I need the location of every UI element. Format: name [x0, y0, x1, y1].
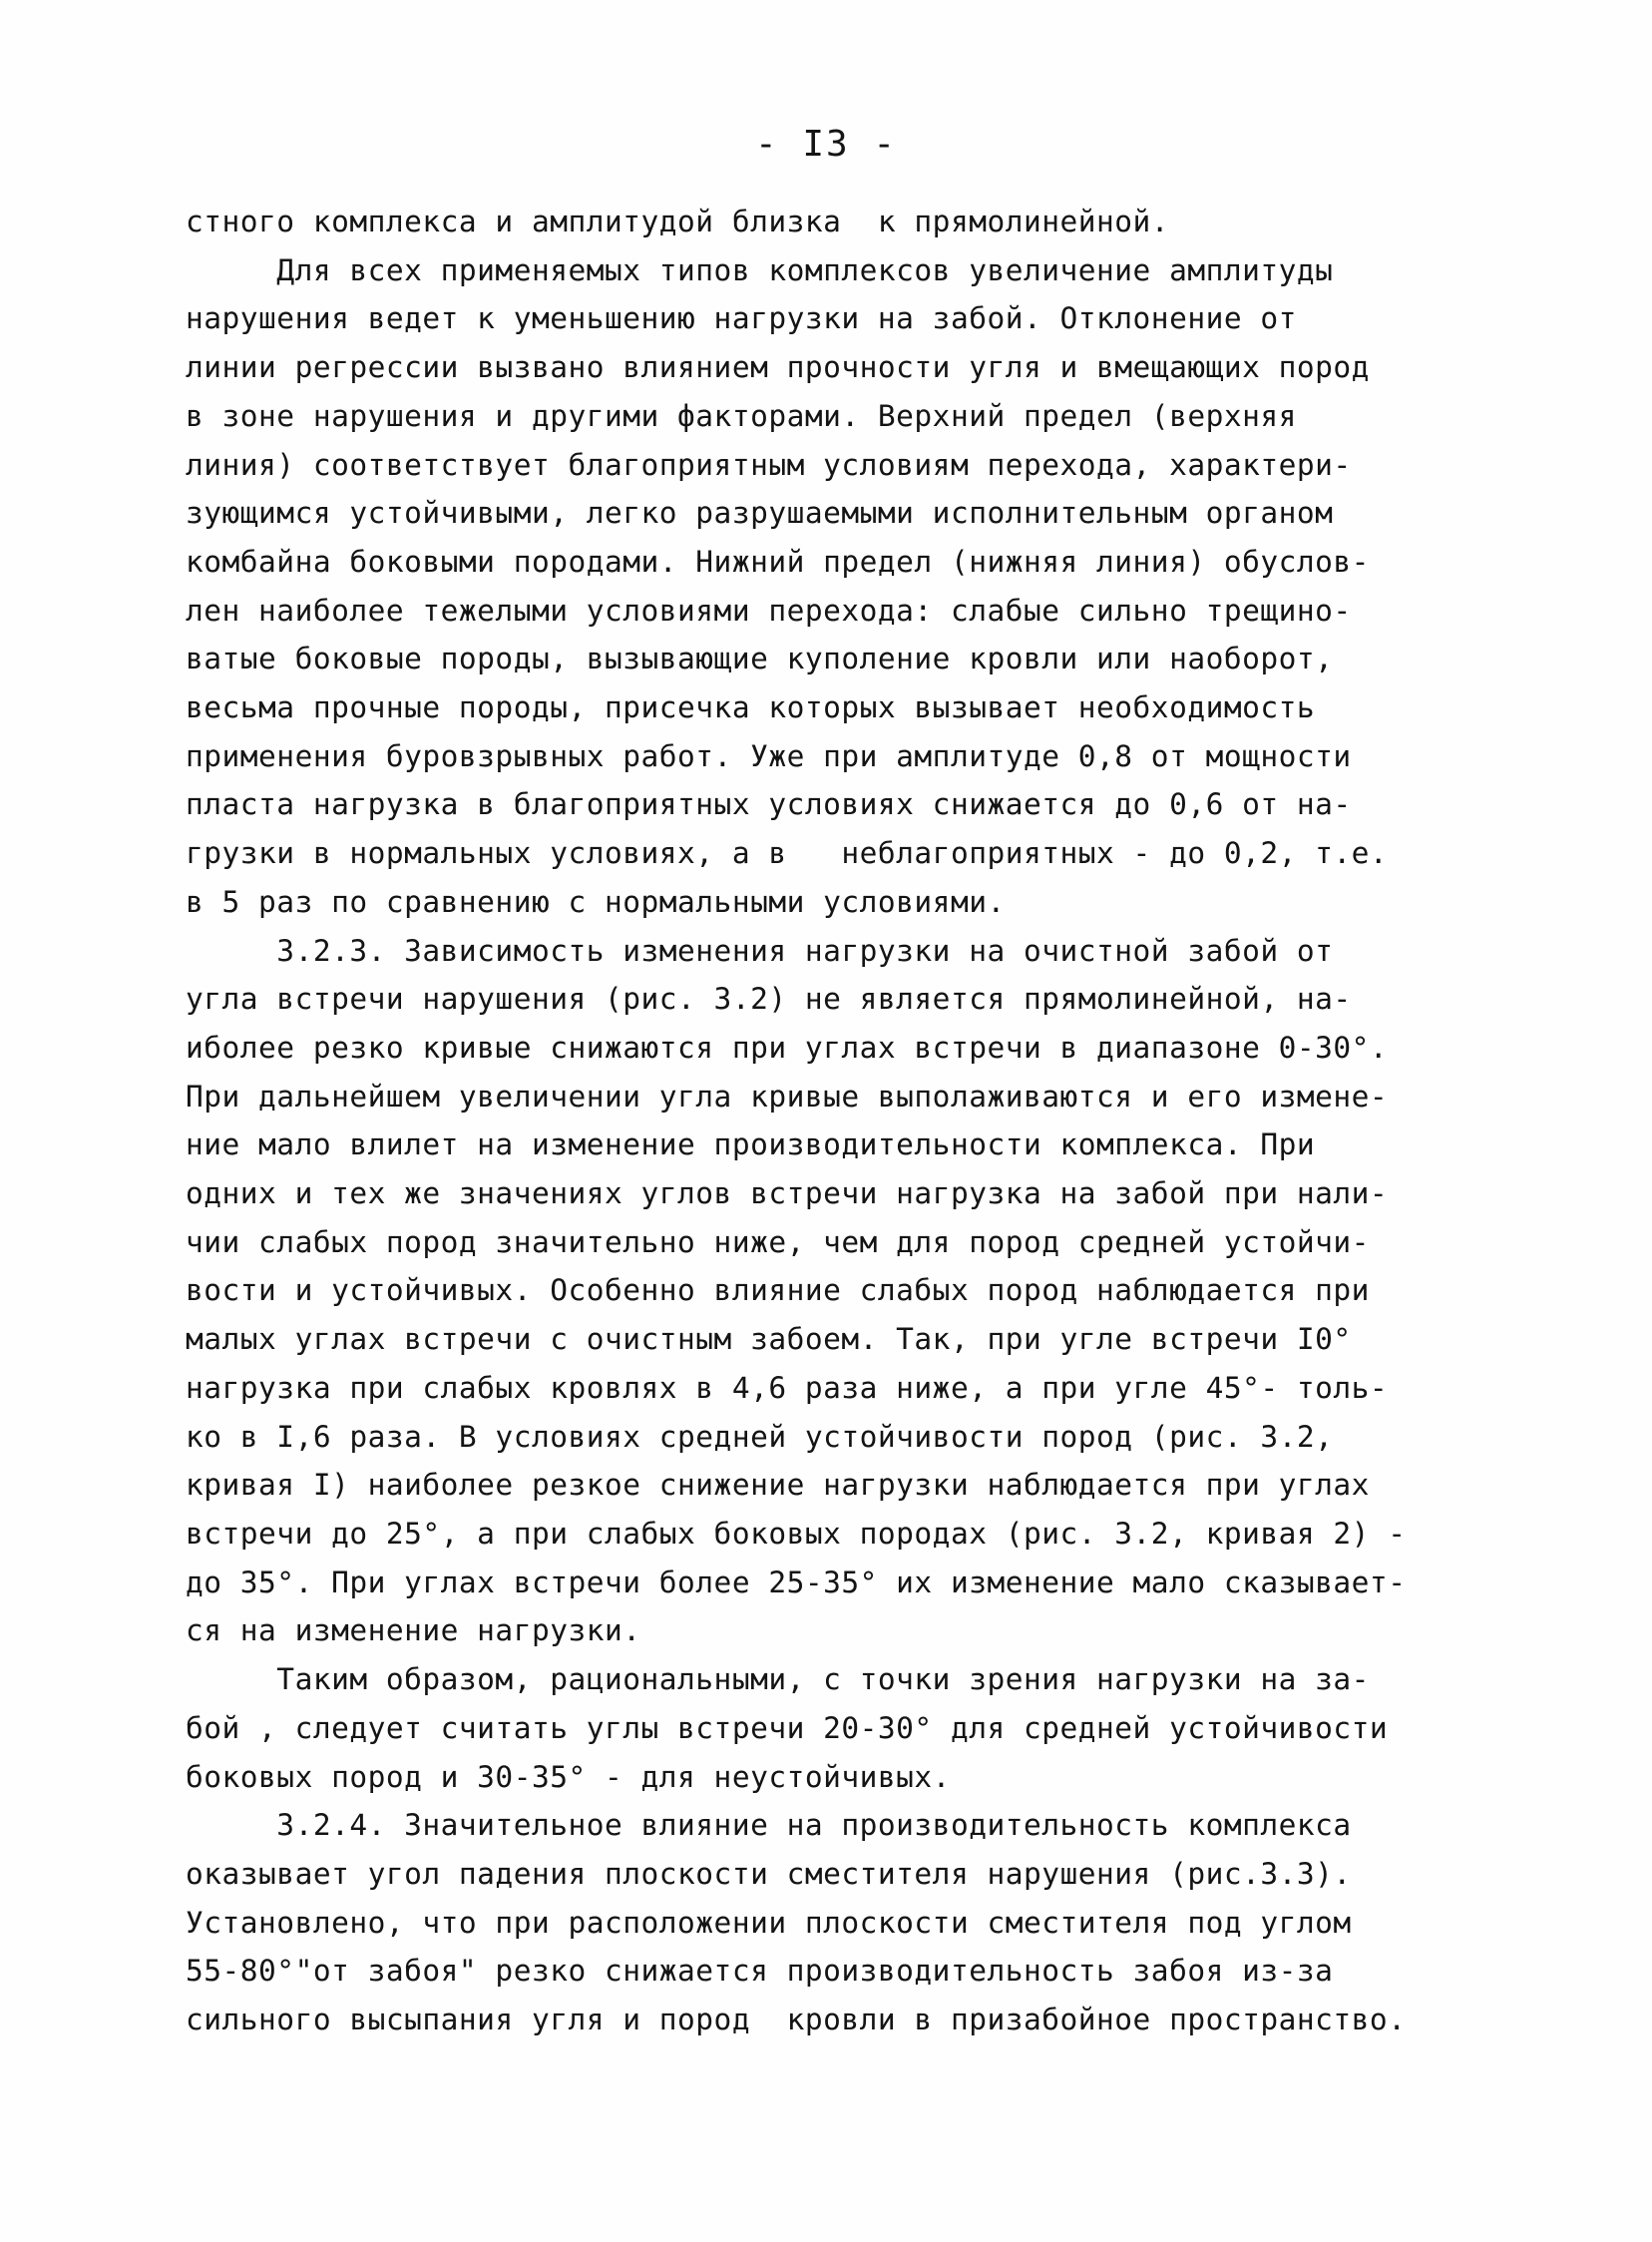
text-line: ние мало влилет на изменение производительности комплекса. При — [186, 1127, 1316, 1162]
text-line: кривая I) наиболее резкое снижение нагрузки наблюдается при углах — [186, 1468, 1370, 1503]
text-line: угла встречи нарушения (рис. 3.2) не является прямолинейной, на- — [186, 982, 1352, 1017]
text-line: линии регрессии вызвано влиянием прочности угля и вмещающих пород — [186, 350, 1370, 385]
text-line: бой , следует считать углы встречи 20-30° для средней устойчивости — [186, 1710, 1389, 1745]
text-line: лен наиболее тежелыми условиями перехода: слабые сильно трещино- — [186, 593, 1352, 628]
text-line: вости и устойчивых. Особенно влияние слабых пород наблюдается при — [186, 1273, 1370, 1308]
text-line: При дальнейшем увеличении угла кривые выполаживаются и его измене- — [186, 1079, 1389, 1114]
text-line: Таким образом, рациональными, с точки зрения нагрузки на за- — [186, 1662, 1370, 1697]
text-line: до 35°. При углах встречи более 25-35° их изменение мало сказывает- — [186, 1565, 1407, 1599]
text-line: боковых пород и 30-35° - для неустойчивых. — [186, 1759, 951, 1794]
page-number: - I3 - — [754, 124, 898, 165]
text-line: оказывает угол падения плоскости сместителя нарушения (рис.3.3). — [186, 1856, 1352, 1891]
text-line: комбайна боковыми породами. Нижний предел (нижняя линия) обуслов- — [186, 544, 1370, 579]
text-line: пласта нагрузка в благоприятных условиях снижается до 0,6 от на- — [186, 787, 1352, 822]
text-line: в зоне нарушения и другими факторами. Верхний предел (верхняя — [186, 398, 1297, 433]
text-line: встречи до 25°, а при слабых боковых породах (рис. 3.2, кривая 2) - — [186, 1516, 1407, 1551]
text-line: Установлено, что при расположении плоскости сместителя под углом — [186, 1905, 1352, 1940]
text-line: нарушения ведет к уменьшению нагрузки на забой. Отклонение от — [186, 301, 1297, 336]
text-line: в 5 раз по сравнению с нормальными условиями. — [186, 884, 1006, 919]
text-line: ко в I,6 раза. В условиях средней устойчивости пород (рис. 3.2, — [186, 1419, 1334, 1454]
text-line: весьма прочные породы, присечка которых вызывает необходимость — [186, 690, 1316, 725]
body-text — [186, 198, 1482, 2044]
text-line: сильного высыпания угля и пород кровли в призабойное пространство. — [186, 2003, 1407, 2037]
text-line: линия) соответствует благоприятным условиям перехода, характери- — [186, 447, 1352, 482]
text-line: одних и тех же значениях углов встречи нагрузка на забой при нали- — [186, 1176, 1389, 1211]
text-line: грузки в нормальных условиях, а в неблагоприятных - до 0,2, т.е. — [186, 836, 1389, 871]
text-line: Для всех применяемых типов комплексов увеличение амплитуды — [186, 252, 1334, 287]
text-line: ся на изменение нагрузки. — [186, 1613, 641, 1648]
text-line: 3.2.3. Зависимость изменения нагрузки на очистной забой от — [186, 933, 1334, 968]
text-line: малых углах встречи с очистным забоем. Так, при угле встречи I0° — [186, 1322, 1352, 1357]
text-line: 3.2.4. Значительное влияние на производительность комплекса — [186, 1808, 1352, 1843]
text-line: 55-80°"от забоя" резко снижается производительность забоя из-за — [186, 1954, 1334, 1989]
text-line: стного комплекса и амплитудой близка к прямолинейной. — [186, 205, 1170, 238]
text-line: ватые боковые породы, вызывающие куполение кровли или наоборот, — [186, 642, 1334, 676]
text-line: чии слабых пород значительно ниже, чем для пород средней устойчи- — [186, 1224, 1370, 1259]
text-line: нагрузка при слабых кровлях в 4,6 раза ниже, а при угле 45°- толь- — [186, 1370, 1389, 1405]
text-line: применения буровзрывных работ. Уже при амплитуде 0,8 от мощности — [186, 738, 1352, 773]
text-line: зующимся устойчивыми, легко разрушаемыми исполнительным органом — [186, 496, 1334, 531]
text-line: иболее резко кривые снижаются при углах встречи в диапазоне 0-30°. — [186, 1030, 1389, 1065]
